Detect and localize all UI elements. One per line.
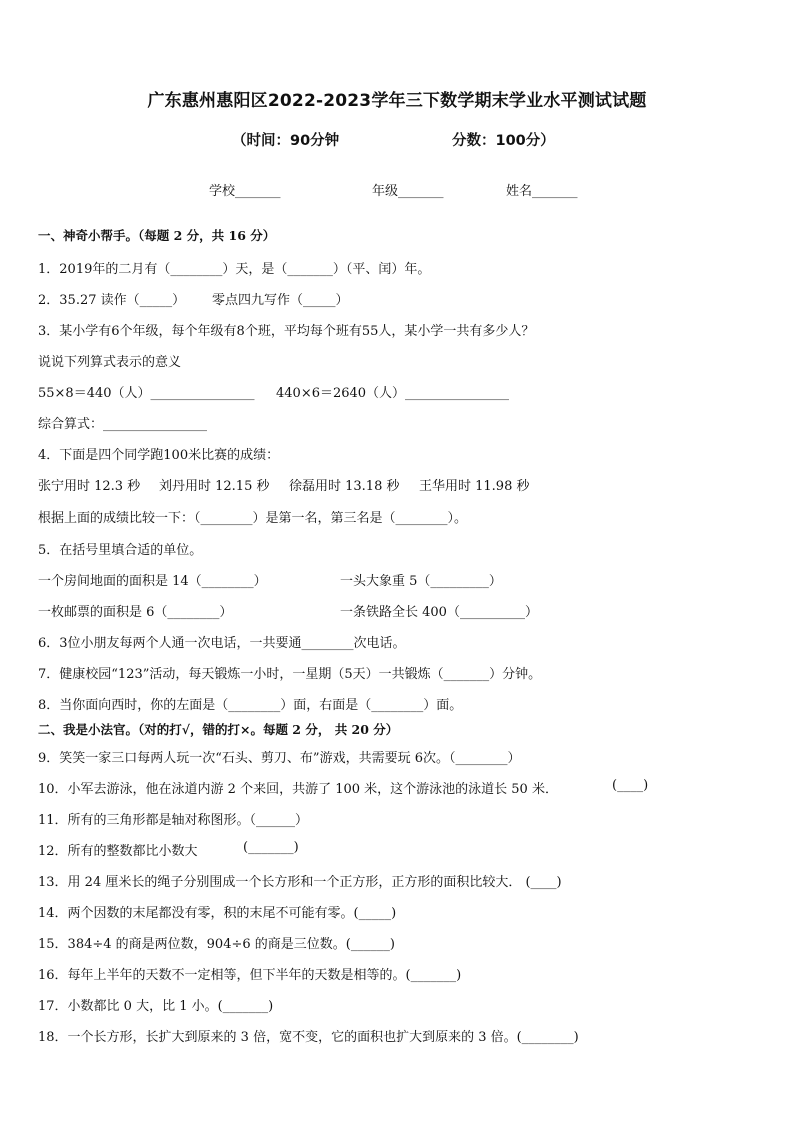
question-3-combined: 综合算式：________________ [38, 417, 208, 432]
question-2a: 2．35.27 读作（_____） [38, 293, 186, 308]
question-5-b: 一头大象重 5（_________） [340, 574, 502, 589]
question-3: 3．某小学有6个年级，每个年级有8个班，平均每个班有55人，某小学一共有多少人？ [38, 324, 535, 339]
question-4-ask: 根据上面的成绩比较一下：（________）是第一名，第三名是（________）。 [38, 511, 468, 526]
question-7: 7．健康校园“123”活动，每天锻炼一小时，一星期（5天）一共锻炼（_______）分钟。 [38, 667, 542, 682]
question-5-c: 一枚邮票的面积是 6（________） [38, 605, 233, 620]
question-3-prompt: 说说下列算式表示的意义 [38, 355, 182, 370]
question-14: 14．两个因数的末尾都没有零，积的末尾不可能有零。(_____) [38, 906, 397, 921]
section-1-heading: 一、神奇小帮手。（每题 2 分，共 16 分） [38, 228, 276, 243]
question-4-result-4: 王华用时 11.98 秒 [419, 479, 530, 494]
question-9: 9．笑笑一家三口每两人玩一次“石头、剪刀、布”游戏，共需要玩 6次。（________） [38, 751, 521, 766]
question-1: 1．2019年的二月有（________）天，是（_______）（平、闰）年。 [38, 262, 431, 277]
question-4-result-2: 刘丹用时 12.15 秒 [159, 479, 270, 494]
name-field[interactable]: 姓名_______ [506, 184, 578, 199]
exam-title: 广东惠州惠阳区2022-2023学年三下数学期末学业水平测试试题 [147, 91, 647, 111]
section-2-heading: 二、我是小法官。（对的打√，错的打×。每题 2 分， 共 20 分） [38, 722, 399, 737]
question-5-d: 一条铁路全长 400（__________） [340, 605, 538, 620]
grade-field[interactable]: 年级_______ [372, 184, 444, 199]
question-2b: 零点四九写作（_____） [212, 293, 349, 308]
question-10-blank: (____) [612, 778, 649, 793]
question-5-a: 一个房间地面的面积是 14（________） [38, 574, 267, 589]
question-13: 13．用 24 厘米长的绳子分别围成一个长方形和一个正方形，正方形的面积比较大． (____) [38, 875, 562, 890]
question-5: 5．在括号里填合适的单位。 [38, 543, 203, 558]
question-16: 16．每年上半年的天数不一定相等，但下半年的天数是相等的。(_______) [38, 968, 462, 983]
question-12-blank: (_______) [243, 840, 299, 855]
question-17: 17．小数都比 0 大，比 1 小。(_______) [38, 999, 274, 1014]
question-15: 15．384÷4 的商是两位数，904÷6 的商是三位数。(______) [38, 937, 395, 952]
exam-score: 分数：100分） [452, 133, 555, 149]
question-6: 6．3位小朋友每两个人通一次电话，一共要通________次电话。 [38, 636, 406, 651]
school-field[interactable]: 学校_______ [209, 184, 281, 199]
question-3-line-b: 440×6＝2640（人）________________ [276, 386, 510, 401]
exam-time: （时间：90分钟 [232, 133, 340, 149]
question-10: 10．小军去游泳，他在泳道内游 2 个来回，共游了 100 米，这个游泳池的泳道长 50 米． [38, 782, 558, 797]
question-18: 18．一个长方形，长扩大到原来的 3 倍，宽不变，它的面积也扩大到原来的 3 倍。(________) [38, 1030, 579, 1045]
question-4: 4．下面是四个同学跑100米比赛的成绩： [38, 448, 280, 463]
question-11: 11．所有的三角形都是轴对称图形。（______） [38, 813, 309, 828]
question-8: 8．当你面向西时，你的左面是（________）面，右面是（________）面。 [38, 698, 463, 713]
question-4-result-1: 张宁用时 12.3 秒 [38, 479, 141, 494]
question-4-result-3: 徐磊用时 13.18 秒 [289, 479, 400, 494]
question-12: 12．所有的整数都比小数大 [38, 844, 198, 859]
question-3-line-a: 55×8＝440（人）________________ [38, 386, 255, 401]
